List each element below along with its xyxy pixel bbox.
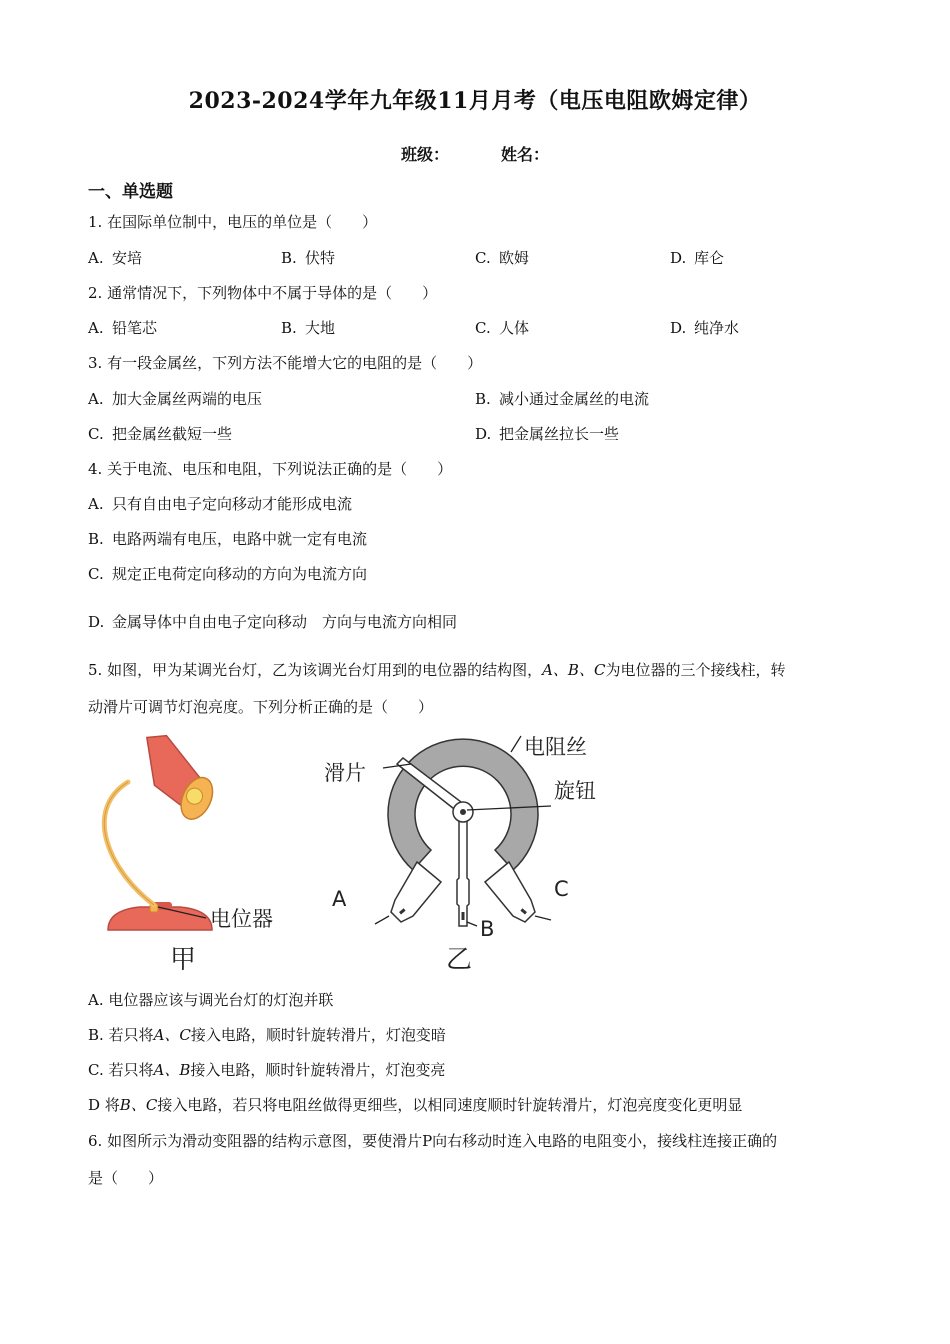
q5-option-d: D 将B、C接入电路，若只将电阻丝做得更细些，以相同速度顺时针旋转滑片，灯泡亮度变化更明显 (88, 1096, 743, 1114)
q2-option-c: C. 人体 (475, 319, 530, 337)
q3-option-c: C. 把金属丝截短一些 (88, 425, 233, 443)
q2-option-a: A. 铅笔芯 (88, 319, 158, 337)
class-name-line (0, 142, 950, 165)
q3-option-d: D. 把金属丝拉长一些 (475, 425, 620, 443)
question-6-stem-line2: 是（ ） (88, 1169, 164, 1187)
question-5-stem-line1: 5. 如图，甲为某调光台灯，乙为该调光台灯用到的电位器的结构图，A、B、C为电位器的三个接线柱，转 (88, 661, 786, 679)
q1-option-c: C. 欧姆 (475, 249, 530, 267)
q4-option-a: A. 只有自由电子定向移动才能形成电流 (88, 495, 353, 513)
yi-label: 乙 (446, 945, 473, 975)
q1-option-b: B. 伏特 (281, 249, 336, 267)
name-label: 姓名： (501, 145, 550, 164)
slider-label: 滑片 (324, 761, 366, 785)
q1-option-d: D. 库仑 (670, 249, 725, 267)
q3-option-b: B. 减小通过金属丝的电流 (475, 390, 650, 408)
class-label: 班级： (400, 145, 449, 164)
q4-option-d: D. 金属导体中自由电子定向移动 方向与电流方向相同 (88, 613, 458, 631)
q5-option-a: A. 电位器应该与调光台灯的灯泡并联 (88, 991, 334, 1009)
page-title: 2023-2024学年九年级11月月考（电压电阻欧姆定律） (188, 88, 762, 114)
q2-option-b: B. 大地 (281, 319, 336, 337)
terminal-c-label: C (554, 877, 569, 901)
knob-label: 旋钮 (554, 779, 596, 803)
jia-label: 甲 (170, 945, 197, 975)
q5-option-c: C. 若只将A、B接入电路，顺时针旋转滑片，灯泡变亮 (88, 1061, 446, 1079)
potentiometer-diagram (375, 736, 551, 926)
q5-figure (88, 730, 628, 980)
terminal-b-label: B (480, 917, 495, 941)
section-heading: 一、单选题 (88, 182, 173, 202)
resistance-wire-label: 电阻丝 (524, 735, 587, 759)
potentiometer-label: 电位器 (210, 907, 273, 931)
question-1-stem: 1. 在国际单位制中，电压的单位是（ ） (88, 213, 378, 231)
q4-option-b: B. 电路两端有电压，电路中就一定有电流 (88, 530, 368, 548)
terminal-a-label: A (332, 887, 347, 911)
q5-option-b: B. 若只将A、C接入电路，顺时针旋转滑片，灯泡变暗 (88, 1026, 446, 1044)
q4-option-c: C. 规定正电荷定向移动的方向为电流方向 (88, 565, 368, 583)
q3-option-a: A. 加大金属丝两端的电压 (88, 390, 263, 408)
question-4-stem: 4. 关于电流、电压和电阻，下列说法正确的是（ ） (88, 460, 453, 478)
question-5-stem-line2: 动滑片可调节灯泡亮度。下列分析正确的是（ ） (88, 698, 434, 716)
desk-lamp-illustration (104, 730, 228, 930)
question-3-stem: 3. 有一段金属丝，下列方法不能增大它的电阻的是（ ） (88, 354, 483, 372)
q2-option-d: D. 纯净水 (670, 319, 740, 337)
question-6-stem-line1: 6. 如图所示为滑动变阻器的结构示意图，要使滑片P向右移动时连入电路的电阻变小，接线柱连接正确的 (88, 1132, 778, 1150)
question-2-stem: 2. 通常情况下，下列物体中不属于导体的是（ ） (88, 284, 438, 302)
q1-option-a: A. 安培 (88, 249, 143, 267)
